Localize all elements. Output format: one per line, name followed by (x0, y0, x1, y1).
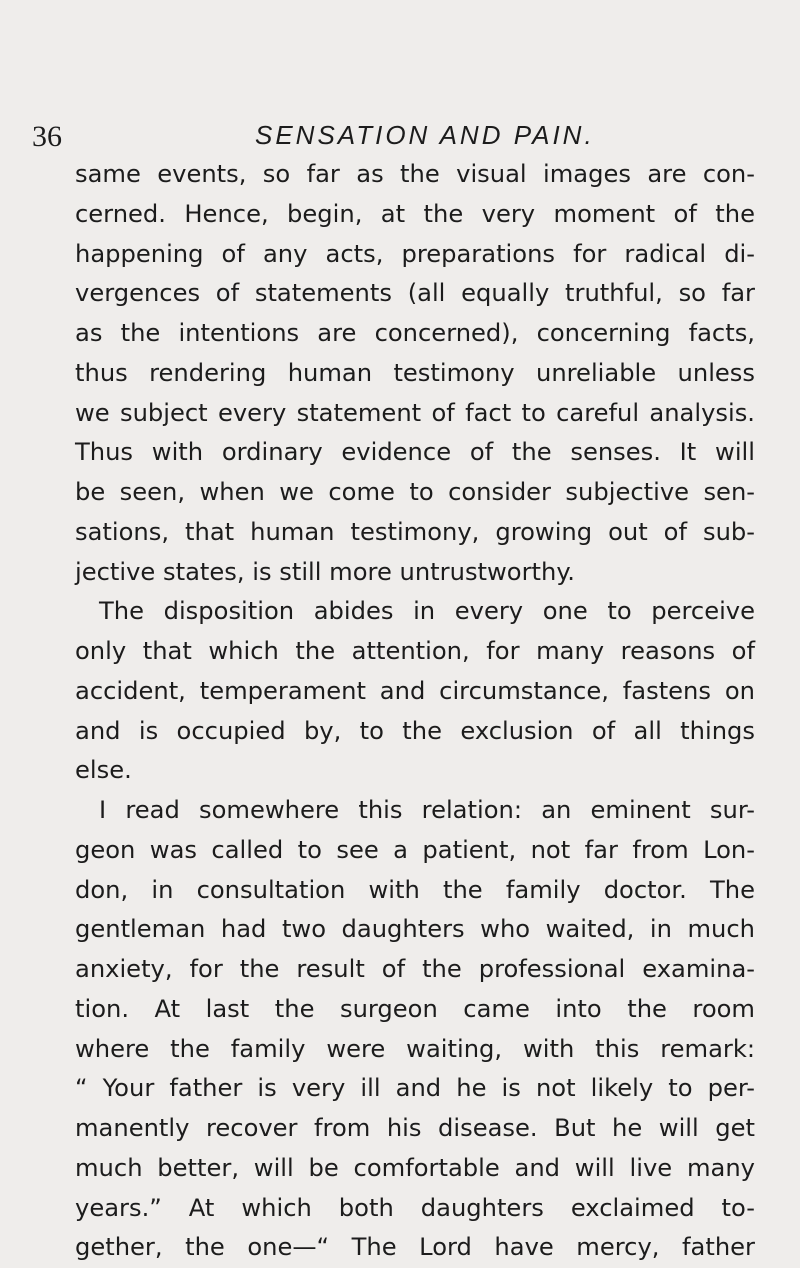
running-head (32, 120, 760, 160)
text-line: only that which the attention, for many reasons of (75, 637, 755, 665)
text-line: manently recover from his disease. But he will get (75, 1114, 755, 1142)
text-line: thus rendering human testimony unreliable unless (75, 358, 755, 387)
text-line: anxiety, for the result of the professional examina- (75, 955, 755, 983)
text-line: same events, so far as the visual images are con- (75, 160, 755, 188)
paragraph-first-line: I read somewhere this relation: an eminent sur- (99, 796, 755, 824)
text-line: sations, that human testimony, growing out of sub- (75, 517, 755, 546)
text-line: Thus with ordinary evidence of the senses. It will (75, 438, 755, 467)
text-line: years.” At which both daughters exclaimed to- (75, 1193, 755, 1222)
running-title: SENSATION AND PAIN. (255, 120, 595, 150)
body-text (75, 155, 755, 1268)
text-line: “ Your father is very ill and he is not likely to per- (75, 1074, 755, 1103)
text-line: else. (75, 756, 132, 785)
text-line: tion. At last the surgeon came into the room (75, 994, 755, 1023)
text-line: vergences of statements (all equally truthful, so far (75, 279, 755, 308)
text-line: jective states, is still more untrustworthy. (75, 557, 575, 586)
text-line: gether, the one—“ The Lord have mercy, father (75, 1233, 755, 1262)
text-line: happening of any acts, preparations for radical di- (75, 239, 755, 268)
text-line: and is occupied by, to the exclusion of all things (75, 716, 755, 745)
text-line: be seen, when we come to consider subjective sen- (75, 478, 755, 506)
text-line: geon was called to see a patient, not far from Lon- (75, 835, 755, 864)
paragraph-first-line: The disposition abides in every one to perceive (99, 597, 755, 626)
text-line: we subject every statement of fact to careful analysis. (75, 398, 755, 427)
text-line: accident, temperament and circumstance, fastens on (75, 676, 755, 705)
text-line: don, in consultation with the family doctor. The (75, 875, 755, 904)
text-line: much better, will be comfortable and will live many (75, 1153, 755, 1182)
text-line: where the family were waiting, with this remark: (75, 1034, 755, 1063)
text-line: as the intentions are concerned), concerning facts, (75, 319, 755, 347)
page-number: 36 (32, 120, 62, 153)
text-line: gentleman had two daughters who waited, in much (75, 915, 755, 944)
text-line: cerned. Hence, begin, at the very moment of the (75, 199, 755, 228)
